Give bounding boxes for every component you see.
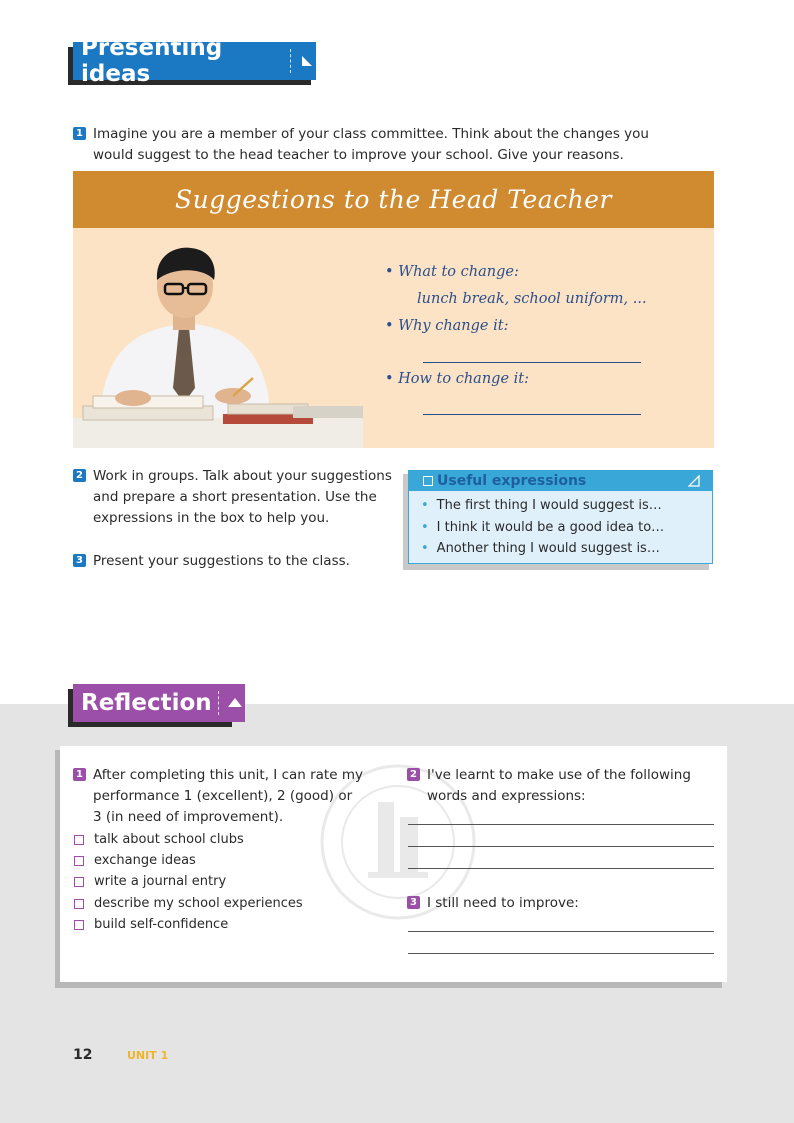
checklist-item: exchange ideas <box>94 853 196 868</box>
how-to-change-label: • How to change it: <box>385 371 529 387</box>
presenting-ideas-title: Presenting ideas <box>81 35 223 87</box>
suggestions-panel <box>73 228 714 448</box>
question-number-3: 3 <box>407 896 420 909</box>
how-to-change-blank <box>423 414 641 415</box>
task-1-line-1: Imagine you are a member of your class committee. Think about the changes you <box>93 126 649 142</box>
task-2-line-1: Work in groups. Talk about your suggestions <box>93 468 392 484</box>
question-number-2: 2 <box>407 768 420 781</box>
task-2-line-2: and prepare a short presentation. Use the <box>93 489 377 505</box>
task-1-line-2: would suggest to the head teacher to improve your school. Give your reasons. <box>93 147 624 163</box>
task-number-3: 3 <box>73 554 86 567</box>
answer-line[interactable] <box>408 868 714 869</box>
why-change-label: • Why change it: <box>385 318 509 334</box>
student-illustration <box>73 228 363 448</box>
question-3-text: I still need to improve: <box>427 895 579 911</box>
useful-expressions-list <box>409 495 712 560</box>
unit-label: UNIT 1 <box>127 1049 169 1062</box>
checklist-item: write a journal entry <box>94 874 227 889</box>
checklist-item: describe my school experiences <box>94 896 303 911</box>
useful-expressions-header <box>409 471 712 491</box>
useful-expressions-box <box>408 470 713 564</box>
reflection-question-2 <box>407 765 727 807</box>
question-1-line-2: performance 1 (excellent), 2 (good) or <box>93 788 353 804</box>
question-number-1: 1 <box>73 768 86 781</box>
question-1-line-3: 3 (in need of improvement). <box>93 809 284 825</box>
page-number: 12 <box>73 1047 93 1063</box>
reflection-question-1 <box>73 765 393 828</box>
checklist-item: talk about school clubs <box>94 832 244 847</box>
what-to-change-label: • What to change: <box>385 264 519 280</box>
answer-line[interactable] <box>408 931 714 932</box>
list-item: • Another thing I would suggest is… <box>421 538 712 560</box>
task-2 <box>73 466 413 529</box>
checklist-item: build self-confidence <box>94 917 229 932</box>
task-1 <box>73 124 653 166</box>
why-change-blank <box>423 362 641 363</box>
question-2-line-1: I've learnt to make use of the following <box>427 767 691 783</box>
up-triangle-icon <box>225 697 245 709</box>
task-3-text: Present your suggestions to the class. <box>93 553 350 569</box>
suggestions-panel-title: Suggestions to the Head Teacher <box>73 171 714 228</box>
useful-expressions-title: Useful expressions <box>437 473 587 489</box>
corner-triangle-icon <box>297 54 316 68</box>
reflection-header <box>73 684 237 722</box>
task-2-line-3: expressions in the box to help you. <box>93 510 330 526</box>
answer-line[interactable] <box>408 824 714 825</box>
rating-checkbox[interactable] <box>74 835 84 845</box>
answer-line[interactable] <box>408 846 714 847</box>
task-3 <box>73 551 413 572</box>
task-number-2: 2 <box>73 469 86 482</box>
reflection-question-3 <box>407 893 727 914</box>
rating-checkbox[interactable] <box>74 920 84 930</box>
rating-checkbox[interactable] <box>74 899 84 909</box>
square-icon <box>423 476 433 486</box>
rating-checkbox[interactable] <box>74 856 84 866</box>
task-number-1: 1 <box>73 127 86 140</box>
list-item: • The first thing I would suggest is… <box>421 495 712 517</box>
what-to-change-value: lunch break, school uniform, ... <box>417 291 647 307</box>
question-1-line-1: After completing this unit, I can rate my <box>93 767 363 783</box>
question-2-line-2: words and expressions: <box>427 788 586 804</box>
rating-checkbox[interactable] <box>74 877 84 887</box>
list-item: • I think it would be a good idea to… <box>421 517 712 539</box>
corner-triangle-icon <box>688 475 700 487</box>
answer-line[interactable] <box>408 953 714 954</box>
reflection-title: Reflection <box>81 690 212 716</box>
presenting-ideas-header <box>73 35 316 87</box>
